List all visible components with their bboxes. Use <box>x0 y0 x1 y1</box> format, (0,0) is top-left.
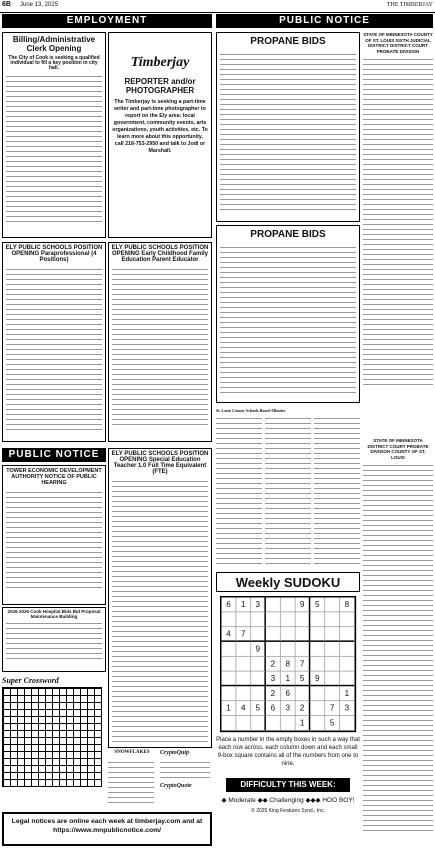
reporter-body: The Timberjay is seeking a part-time writer and part-time photographer to report on the Ely area: local government, community events, arts organizations, youth activities, etc. To learn more about this opportunity, call 218-753-2950 and talk to Jodi or Marshall. <box>112 99 208 154</box>
bid-notice <box>2 607 106 672</box>
sudoku-cell[interactable] <box>236 716 251 731</box>
sudoku-cell[interactable]: 8 <box>340 597 355 612</box>
sudoku-cell[interactable]: 1 <box>281 671 296 686</box>
sudoku-cell[interactable]: 5 <box>251 701 266 716</box>
sudoku-cell[interactable] <box>266 716 281 731</box>
sudoku-cell[interactable]: 7 <box>236 627 251 642</box>
sudoku-cell[interactable] <box>221 642 236 657</box>
sudoku-cell[interactable] <box>310 642 325 657</box>
sudoku-cell[interactable] <box>251 657 266 672</box>
board-col-3 <box>314 416 360 566</box>
billing-body <box>6 74 102 224</box>
sudoku-cell[interactable] <box>266 642 281 657</box>
sudoku-cell[interactable] <box>340 657 355 672</box>
board-title: St. Louis County Schools Board Minutes <box>216 408 286 413</box>
puzzle-minis <box>108 750 212 810</box>
sudoku-cell[interactable]: 6 <box>266 701 281 716</box>
sudoku-cell[interactable] <box>325 671 340 686</box>
sudoku-cell[interactable]: 3 <box>281 701 296 716</box>
sudoku-cell[interactable] <box>310 612 325 627</box>
sudoku-block <box>216 572 360 850</box>
sudoku-cell[interactable] <box>266 627 281 642</box>
board-col-1 <box>216 416 262 566</box>
ely-ece-title: ELY PUBLIC SCHOOLS POSITION OPENING Early Childhood Family Education Parent Educator <box>111 245 209 263</box>
sudoku-cell[interactable] <box>325 686 340 701</box>
bid-body <box>6 621 102 661</box>
sudoku-cell[interactable] <box>251 686 266 701</box>
sudoku-cell[interactable]: 3 <box>251 597 266 612</box>
sudoku-cell[interactable]: 1 <box>295 716 310 731</box>
sudoku-cell[interactable]: 3 <box>340 701 355 716</box>
ely-ece-body <box>112 267 208 427</box>
propane-bids-2 <box>216 225 360 403</box>
ely-para-body <box>6 267 102 432</box>
sudoku-cell[interactable]: 4 <box>221 627 236 642</box>
sudoku-cell[interactable] <box>325 612 340 627</box>
ely-para-title: ELY PUBLIC SCHOOLS POSITION OPENING Paraprofessional (4 Positions) <box>5 245 103 263</box>
sudoku-cell[interactable] <box>310 701 325 716</box>
sudoku-title: Weekly SUDOKU <box>216 572 360 592</box>
sudoku-grid[interactable] <box>220 596 356 732</box>
sudoku-cell[interactable]: 2 <box>266 686 281 701</box>
ely-para-ad <box>2 242 106 442</box>
sudoku-cell[interactable]: 5 <box>325 716 340 731</box>
bid-title: 2026-2026 Cook Hospital Bids Bid Proposal Maintenance Building <box>7 609 101 619</box>
sudoku-cell[interactable] <box>295 642 310 657</box>
sudoku-cell[interactable]: 1 <box>340 686 355 701</box>
sudoku-cell[interactable] <box>221 657 236 672</box>
sudoku-cell[interactable] <box>325 627 340 642</box>
sudoku-cell[interactable] <box>340 612 355 627</box>
employment-header: EMPLOYMENT <box>2 14 212 28</box>
sudoku-cell[interactable]: 3 <box>266 671 281 686</box>
crossword-title: Super Crossword <box>2 676 59 685</box>
probate-2-body <box>363 463 433 833</box>
sudoku-cell[interactable]: 8 <box>281 657 296 672</box>
sudoku-cell[interactable] <box>221 612 236 627</box>
paper-name: THE TIMBERJAY <box>386 2 433 8</box>
crossword-grid[interactable] <box>2 687 102 787</box>
sudoku-cell[interactable] <box>340 627 355 642</box>
public-notice-mid-header: PUBLIC NOTICE <box>2 448 106 462</box>
sudoku-cell[interactable] <box>236 657 251 672</box>
sudoku-cell[interactable] <box>251 627 266 642</box>
propane-1-body <box>220 52 356 212</box>
board-col-2 <box>265 416 311 566</box>
cryptoquip-title: CryptoQuip <box>160 750 190 756</box>
sudoku-cell[interactable] <box>236 642 251 657</box>
ely-sped-ad <box>108 448 212 748</box>
sudoku-cell[interactable] <box>251 716 266 731</box>
legal-footer-text: Legal notices are online each week at timberjay.com and at https://www.mnpublicnotice.com/ <box>11 818 203 834</box>
propane-2-title: PROPANE BIDS <box>250 229 326 240</box>
sudoku-cell[interactable] <box>266 597 281 612</box>
sudoku-cell[interactable] <box>236 612 251 627</box>
sudoku-cell[interactable] <box>281 597 296 612</box>
sudoku-cell[interactable] <box>221 686 236 701</box>
page-number: 6B <box>2 1 11 8</box>
sudoku-cell[interactable] <box>295 686 310 701</box>
crossword <box>2 676 106 796</box>
billing-subtitle: The City of Cook is seeking a qualified individual to fill a key position in city hall. <box>8 55 100 71</box>
legal-footer <box>2 812 212 846</box>
sudoku-copyright: © 2025 King Features Synd., Inc. <box>251 808 325 814</box>
sudoku-cell[interactable]: 9 <box>295 597 310 612</box>
snowflakes-title: SNOWFLAKES <box>114 750 150 755</box>
tower-title: TOWER ECONOMIC DEVELOPMENT AUTHORITY NOTICE OF PUBLIC HEARING <box>6 468 102 486</box>
sudoku-cell[interactable] <box>221 716 236 731</box>
billing-clerk-ad <box>2 32 106 238</box>
ely-sped-body <box>112 479 208 744</box>
page-header <box>0 0 435 13</box>
ely-sped-title: ELY PUBLIC SCHOOLS POSITION OPENING Special Education Teacher 1.0 Full Time Equivalent (FTE) <box>111 451 209 475</box>
sudoku-cell[interactable] <box>325 657 340 672</box>
propane-1-title: PROPANE BIDS <box>250 36 326 47</box>
sudoku-cell[interactable] <box>310 716 325 731</box>
sudoku-cell[interactable]: 4 <box>236 701 251 716</box>
sudoku-cell[interactable] <box>236 686 251 701</box>
sudoku-cell[interactable]: 2 <box>266 657 281 672</box>
sudoku-cell[interactable] <box>340 671 355 686</box>
tower-body <box>6 490 102 590</box>
reporter-title: REPORTER and/or PHOTOGRAPHER <box>124 77 196 95</box>
snowflakes-body <box>108 760 154 805</box>
difficulty-label: DIFFICULTY THIS WEEK: <box>226 778 350 792</box>
issue-date: June 13, 2025 <box>20 2 59 8</box>
sudoku-cell[interactable]: 6 <box>281 686 296 701</box>
probate-body <box>363 57 433 387</box>
propane-2-body <box>220 245 356 393</box>
sudoku-cell[interactable]: 9 <box>251 642 266 657</box>
sudoku-cell[interactable] <box>325 642 340 657</box>
sudoku-instructions: Place a number in the empty boxes in such a way that each row across, each column down and each small 9-box square contains all of the numbers from one to nine. <box>216 737 360 767</box>
sudoku-cell[interactable] <box>221 671 236 686</box>
board-minutes <box>216 408 360 568</box>
sudoku-cell[interactable]: 7 <box>325 701 340 716</box>
sudoku-cell[interactable]: 1 <box>221 701 236 716</box>
probate-2-title: STATE OF MINNESOTA DISTRICT COURT PROBATE DIVISION COUNTY OF ST. LOUIS <box>367 438 429 460</box>
sudoku-cell[interactable] <box>266 612 281 627</box>
sudoku-cell[interactable] <box>295 627 310 642</box>
probate-notice-2 <box>363 438 433 848</box>
sudoku-cell[interactable]: 9 <box>310 671 325 686</box>
sudoku-cell[interactable] <box>310 627 325 642</box>
sudoku-cell[interactable] <box>236 671 251 686</box>
propane-bids-1 <box>216 32 360 222</box>
sudoku-cell[interactable] <box>281 642 296 657</box>
cryptoquote-title: CryptoQuote <box>160 783 192 789</box>
sudoku-cell[interactable] <box>281 612 296 627</box>
sudoku-cell[interactable]: 5 <box>310 597 325 612</box>
sudoku-cell[interactable]: 2 <box>295 701 310 716</box>
sudoku-cell[interactable]: 1 <box>236 597 251 612</box>
sudoku-cell[interactable] <box>281 716 296 731</box>
cryptoquip-body <box>160 760 210 780</box>
sudoku-cell[interactable]: 7 <box>295 657 310 672</box>
probate-notice <box>363 32 433 432</box>
billing-title: Billing/Administrative Clerk Opening <box>12 35 96 53</box>
sudoku-cell[interactable] <box>340 716 355 731</box>
sudoku-cell[interactable] <box>310 657 325 672</box>
sudoku-cell[interactable] <box>251 612 266 627</box>
reporter-ad <box>108 32 212 238</box>
probate-title: STATE OF MINNESOTA COUNTY OF ST. LOUIS SIXTH JUDICIAL DISTRICT DISTRICT COURT PROBATE DIVISION <box>363 32 433 54</box>
sudoku-cell[interactable] <box>281 627 296 642</box>
public-notice-header: PUBLIC NOTICE <box>216 14 433 28</box>
timberjay-logo: Timberjay <box>130 55 190 70</box>
tower-notice <box>2 465 106 605</box>
sudoku-cell[interactable] <box>340 642 355 657</box>
difficulty-levels: ◆ Moderate ◆◆ Challenging ◆◆◆ HOO BOY! <box>221 797 355 804</box>
sudoku-cell[interactable]: 5 <box>295 671 310 686</box>
sudoku-cell[interactable]: 6 <box>221 597 236 612</box>
sudoku-cell[interactable] <box>310 686 325 701</box>
sudoku-cell[interactable] <box>251 671 266 686</box>
sudoku-cell[interactable] <box>295 612 310 627</box>
ely-ece-ad <box>108 242 212 442</box>
sudoku-cell[interactable] <box>325 597 340 612</box>
